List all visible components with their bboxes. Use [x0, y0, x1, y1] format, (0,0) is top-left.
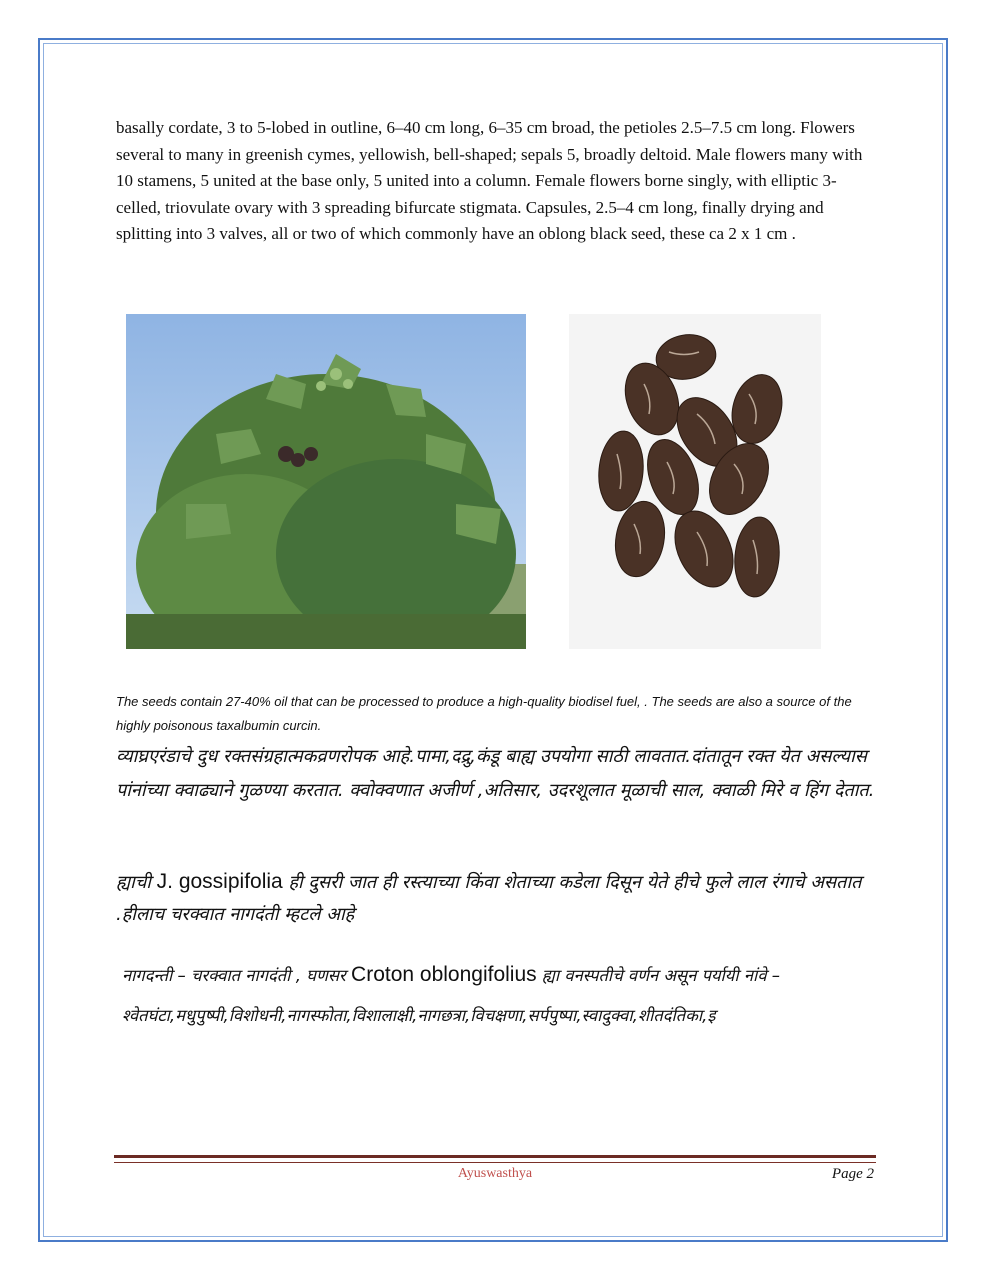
footer-rule — [114, 1155, 876, 1158]
species-name-gossipifolia: J. gossipifolia — [156, 870, 283, 893]
marathi-p2-prefix: ह्याची — [116, 872, 157, 893]
plant-illustration — [126, 314, 526, 649]
marathi-p3-prefix: नागदन्ती – चरक्वात नागदंती , घणसर — [122, 966, 352, 985]
footer-rule-thin — [114, 1162, 876, 1163]
image-caption: The seeds contain 27-40% oil that can be processed to produce a high-quality biodisel fuel, . The seeds are also a source of the highly poisonous taxalbumin curcin. — [116, 694, 852, 733]
footer-title: Ayuswasthya — [457, 1166, 533, 1181]
marathi-p3-suffix: ह्या वनस्पतीचे वर्णन असून पर्यायी नांवे – श्वेतघंटा,मधुपुष्पी,विशोधनी,नागस्फोता,विशालाक्षी,नागछत्रा,विचक्षणा,सर्पपुष्पा,स्वादुक्वा,शीतदंतिका,इ — [122, 966, 780, 1025]
body-paragraph: basally cordate, 3 to 5-lobed in outline, 6–40 cm long, 6–35 cm broad, the petioles 2.5–7.5 cm long. Flowers several to many in greenish cymes, yellowish, bell-shaped; sepals 5, broadly deltoid. Male flowers many with 10 stamens, 5 united at the base only, 5 united into a column. Female flowers borne singly, with elliptic 3-celled, triovulate ovary with 3 spreading bifurcate stigmata. Capsules, 2.5–4 cm long, finally drying and splitting into 3 valves, all or two of which commonly have an oblong black seed, these ca 2 x 1 cm . — [116, 118, 863, 243]
marathi-p2-suffix: ही दुसरी जात ही रस्त्याच्या किंवा शेताच्या कडेला दिसून येते हीचे फुले लाल रंगाचे असतात .हीलाच चरक्वात नागदंती म्हटले आहे — [116, 872, 862, 925]
seeds-photo — [569, 314, 821, 649]
marathi-paragraph-1: व्याघ्रएरंडाचे दुध रक्तसंग्रहात्मकव्रणरोपक आहे.पामा,दद्रु,कंडू बाह्य उपयोगा साठी लावतात.दांतातून रक्त येत असल्यास पांनांच्या क्वाढ्याने गुळण्या करतात. क्वोक्वणात अजीर्ण ,अतिसार, उदरशूलात मूळाची साल, क्वाळी मिरे व हिंग देतात. — [116, 746, 875, 801]
plant-photo — [126, 314, 526, 649]
marathi-paragraph-3 — [122, 955, 902, 1036]
species-name-croton: Croton oblongifolius — [351, 963, 537, 986]
page-number: Page 2 — [831, 1166, 874, 1182]
seeds-illustration — [569, 314, 821, 649]
marathi-paragraph-2 — [116, 866, 896, 931]
